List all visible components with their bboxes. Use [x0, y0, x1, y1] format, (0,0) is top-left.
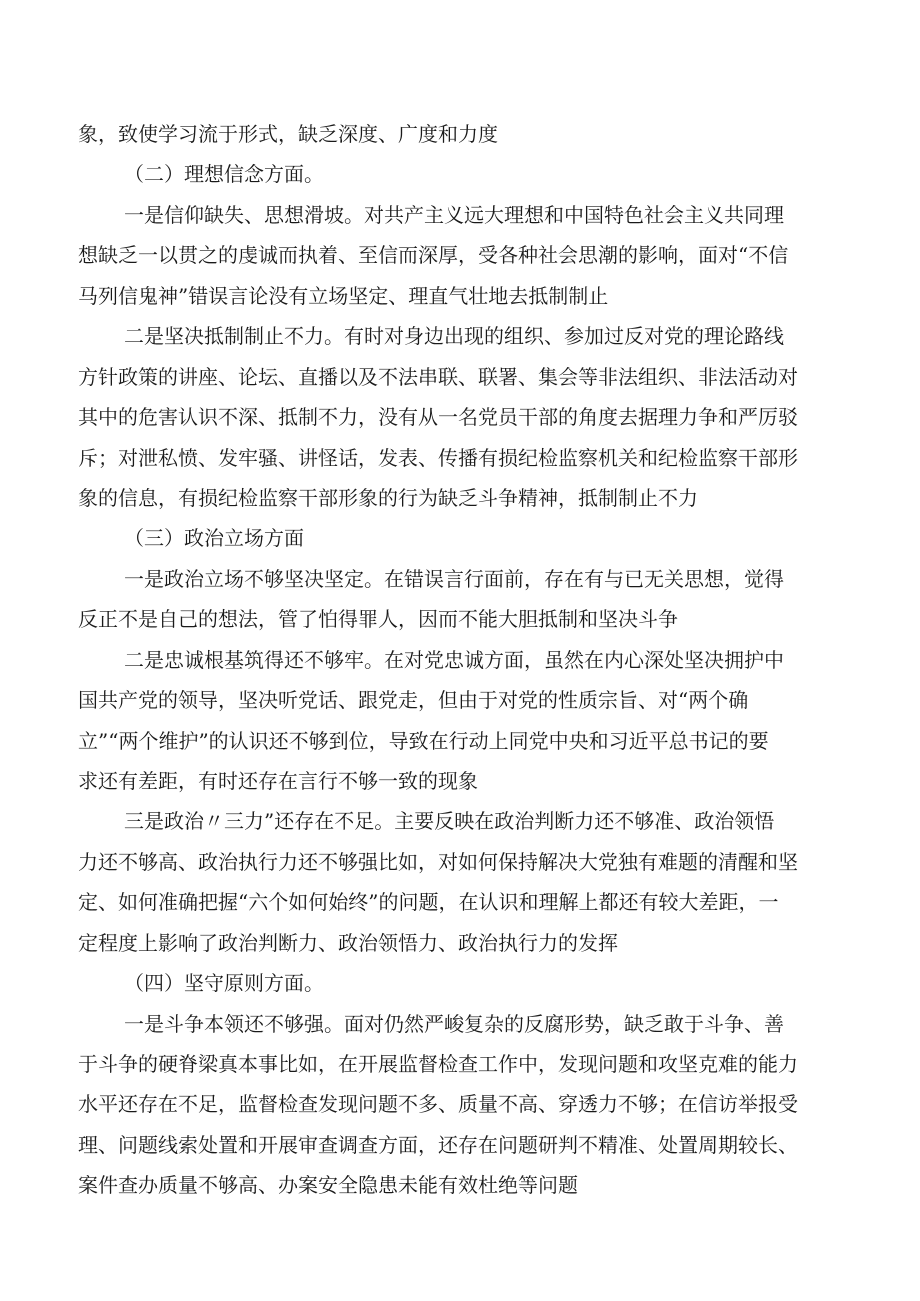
text-line: 想缺乏一以贯之的虔诚而执着、至信而深厚，受各种社会思潮的影响，面对“不信 [78, 243, 789, 267]
text-line: 定程度上影响了政治判断力、政治领悟力、政治执行力的发挥 [78, 931, 618, 955]
text-line: 斥；对泄私愤、发牢骚、讲怪话，发表、传播有损纪检监察机关和纪检监察干部形 [78, 446, 798, 470]
text-line: 一是斗争本领还不够强。面对仍然严峻复杂的反腐形势，缺乏敢于斗争、善 [124, 1012, 784, 1036]
text-line: 国共产党的领导，坚决听党话、跟党走，但由于对党的性质宗旨、对“两个确 [78, 688, 749, 712]
text-line: 立”“两个维护”的认识还不够到位，导致在行动上同党中央和习近平总书记的要 [78, 729, 769, 753]
text-line: 方针政策的讲座、论坛、直播以及不法串联、联署、集会等非法组织、非法活动对 [78, 365, 798, 389]
text-line: 二是坚决抵制制止不力。有时对身边出现的组织、参加过反对党的理论路线 [124, 324, 784, 348]
text-line: 案件查办质量不够高、办案安全隐患未能有效杜绝等问题 [78, 1173, 578, 1197]
text-line: 反正不是自己的想法，管了怕得罪人，因而不能大胆抵制和坚决斗争 [78, 607, 678, 631]
text-line: 一是信仰缺失、思想滑坡。对共产主义远大理想和中国特色社会主义共同理 [124, 203, 784, 227]
text-line: 求还有差距，有时还存在言行不够一致的现象 [78, 769, 478, 793]
text-line: 象的信息，有损纪检监察干部形象的行为缺乏斗争精神，抵制制止不力 [78, 486, 698, 510]
text-line: 水平还存在不足，监督检查发现问题不多、质量不高、穿透力不够；在信访举报受 [78, 1092, 798, 1116]
text-line: 理、问题线索处置和开展审查调查方面，还存在问题研判不精准、处置周期较长、 [78, 1133, 798, 1157]
text-line: 于斗争的硬脊梁真本事比如，在开展监督检查工作中，发现问题和攻坚克难的能力 [78, 1052, 798, 1076]
section-heading: （三）政治立场方面 [124, 526, 304, 550]
section-heading: （二）理想信念方面。 [124, 162, 324, 186]
text-line: 三是政治〃三力”还存在不足。主要反映在政治判断力还不够准、政治领悟 [124, 809, 775, 833]
text-line: 其中的危害认识不深、抵制不力，没有从一名党员干部的角度去据理力争和严厉驳 [78, 405, 798, 429]
section-heading: （四）坚守原则方面。 [124, 971, 324, 995]
text-line: 二是忠诚根基筑得还不够牢。在对党忠诚方面，虽然在内心深处坚决拥护中 [124, 648, 784, 672]
text-line: 象，致使学习流于形式，缺乏深度、广度和力度 [78, 122, 498, 146]
text-line: 力还不够高、政治执行力还不够强比如，对如何保持解决大党独有难题的清醒和坚 [78, 850, 798, 874]
text-line: 定、如何准确把握“六个如何始终”的问题，在认识和理解上都还有较大差距，一 [78, 890, 779, 914]
text-line: 一是政治立场不够坚决坚定。在错误言行面前，存在有与已无关思想，觉得 [124, 567, 784, 591]
text-line: 马列信鬼神”错误言论没有立场坚定、理直气壮地去抵制制止 [78, 284, 609, 308]
